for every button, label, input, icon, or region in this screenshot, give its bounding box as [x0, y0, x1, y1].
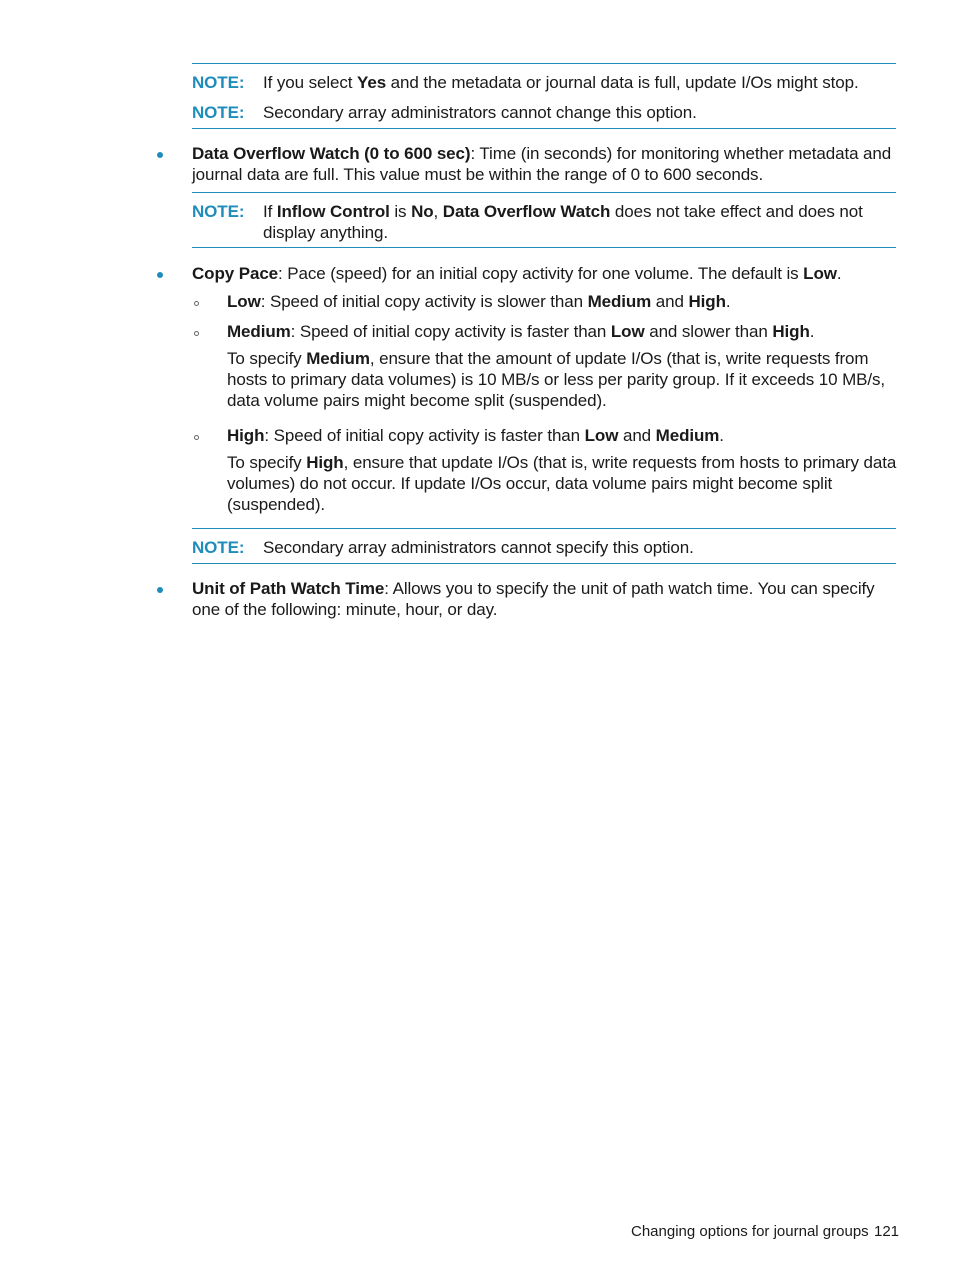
bullet-icon: [155, 150, 165, 160]
page-number: 121: [874, 1223, 900, 1240]
list-item-path-watch: Unit of Path Watch Time: Allows you to specify the unit of path watch time. You can specify one of the following: minute, hour, or day.: [192, 579, 875, 619]
sub-item-high: High: Speed of initial copy activity is faster than Low and Medium.: [227, 426, 724, 445]
bullet-icon: [155, 270, 165, 280]
footer-section-title: Changing options for journal groups: [631, 1223, 869, 1240]
sub-bullet-icon: [192, 329, 202, 339]
bullet-icon: [155, 585, 165, 595]
sub-item-medium: Medium: Speed of initial copy activity is faster than Low and slower than High.: [227, 322, 815, 341]
note-label: NOTE:: [192, 202, 245, 221]
note-text: If you select Yes and the metadata or journal data is full, update I/Os might stop.: [263, 73, 859, 92]
note-box-data-overflow: [192, 192, 896, 248]
list-item-copy-pace: Copy Pace: Pace (speed) for an initial copy activity for one volume. The default is Low.: [192, 264, 842, 283]
note-label: NOTE:: [192, 103, 245, 122]
sub-item-high-detail: To specify High, ensure that update I/Os (that is, write requests from hosts to primary data volumes) do not occur. If update I/Os occur, data volume pairs might become split (suspended).: [227, 453, 897, 514]
note-text: Secondary array administrators cannot specify this option.: [263, 538, 694, 557]
note-box-copy-pace: [192, 528, 896, 564]
sub-item-medium-detail: To specify Medium, ensure that the amount of update I/Os (that is, write requests from hosts to primary data volumes) is 10 MB/s or less per parity group. If it exceeds 10 MB/s, data volume pairs might become split (suspended).: [227, 349, 886, 410]
note-box-top: [192, 63, 896, 129]
sub-bullet-icon: [192, 433, 202, 443]
sub-bullet-icon: [192, 299, 202, 309]
note-label: NOTE:: [192, 73, 245, 92]
note-label: NOTE:: [192, 538, 245, 557]
note-text: If Inflow Control is No, Data Overflow Watch does not take effect and does not display anything.: [263, 202, 863, 242]
note-text: Secondary array administrators cannot change this option.: [263, 103, 697, 122]
list-item-data-overflow: Data Overflow Watch (0 to 600 sec): Time (in seconds) for monitoring whether metadata and journal data are full. This value must be within the range of 0 to 600 seconds.: [192, 144, 892, 184]
sub-item-low: Low: Speed of initial copy activity is slower than Medium and High.: [227, 292, 731, 311]
